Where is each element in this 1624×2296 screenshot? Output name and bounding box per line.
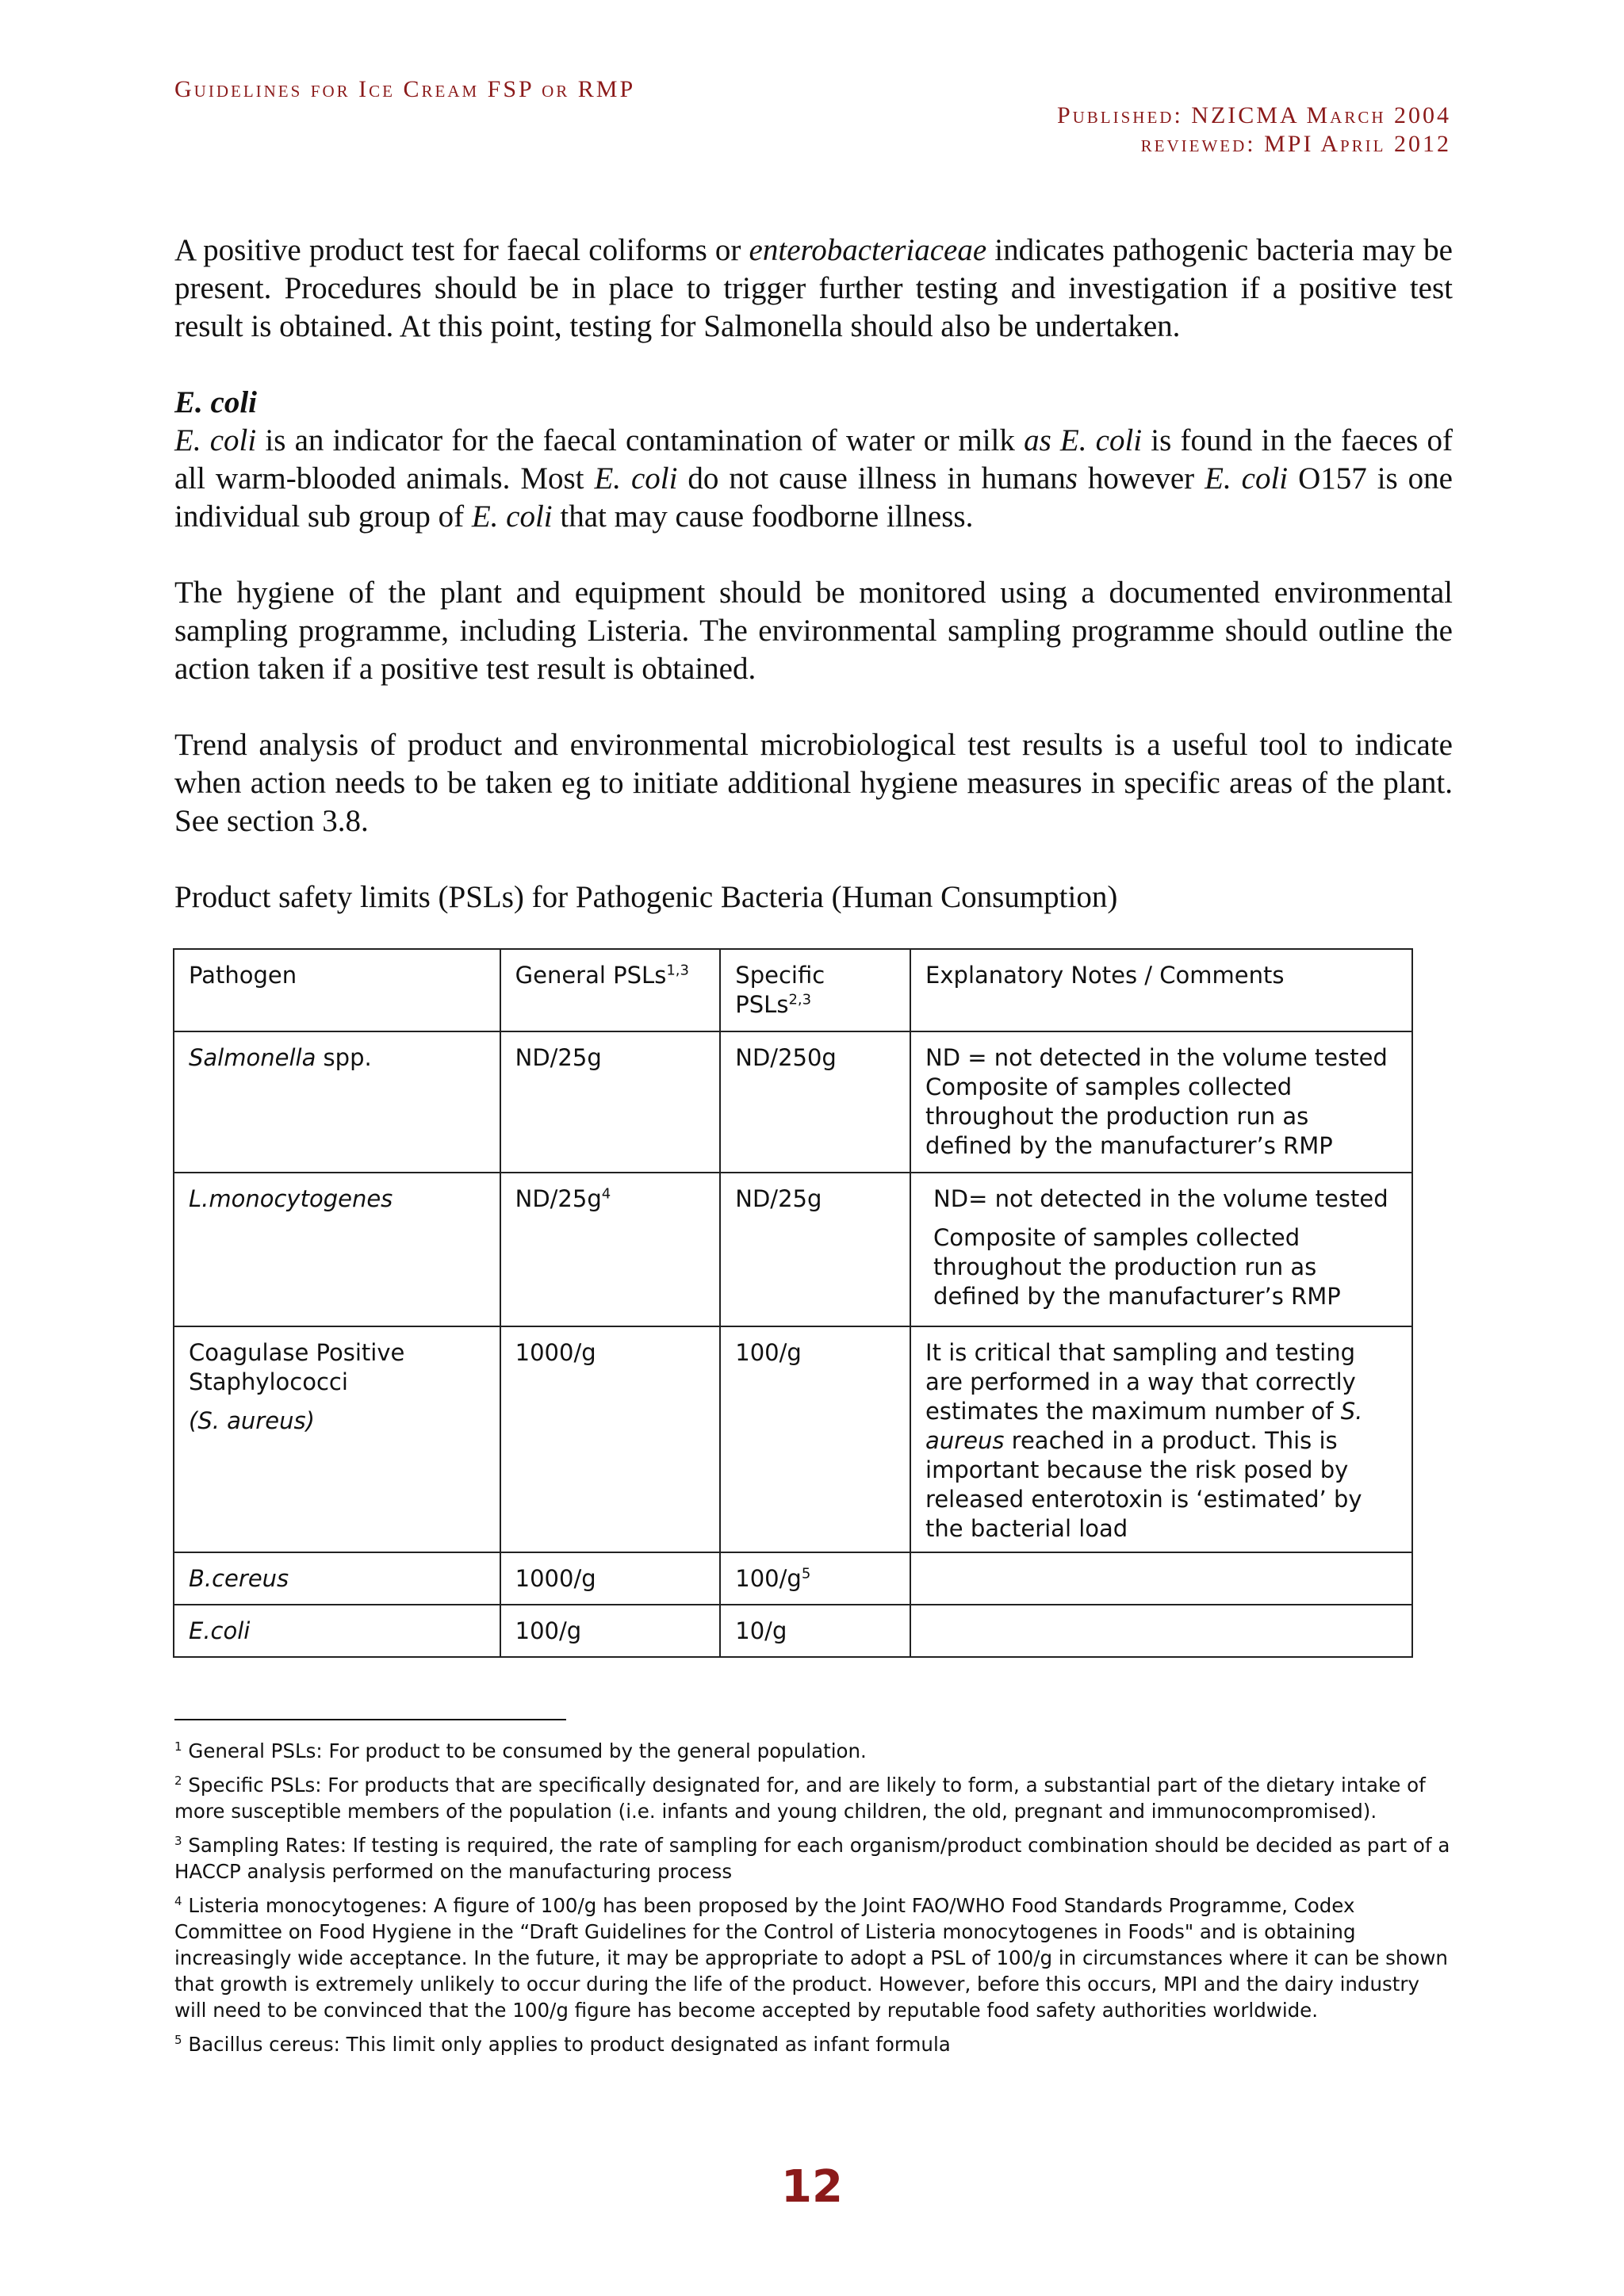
paragraph-coliforms: A positive product test for faecal coliforms or enterobacteriaceae indicates pathogenic bacteria may be present. Procedures should be in place to trigger further testing and investigation if a positive test result is obtained. At this point, testing for Salmonella should also be undertaken. (174, 233, 1453, 343)
footnote-1: $^1$ General PSLs: For product to be consumed by the general population. (174, 1739, 867, 1762)
header-notes: Explanatory Notes / Comments (910, 949, 1412, 1031)
cell-notes: ND = not detected in the volume tested Composite of samples collected throughout the production run as defined by the manufacturer’s RMP (910, 1031, 1412, 1173)
cell-pathogen: B.cereus (174, 1552, 500, 1605)
cell-notes: ND= not detected in the volume tested Composite of samples collected throughout the production run as defined by the manufacturer’s RMP (910, 1173, 1412, 1326)
section-heading-ecoli: E. coli (174, 385, 257, 419)
cell-notes (910, 1605, 1412, 1657)
header-pathogen: Pathogen (174, 949, 500, 1031)
footnote-3: $^3$ Sampling Rates: If testing is required, the rate of sampling for each organism/product combination should be decided as part of a HACCP analysis performed on the manufacturing process (174, 1833, 1450, 1883)
cell-general: 100/g (500, 1605, 721, 1657)
published-line: Published: NZICMA March 2004 (1056, 102, 1451, 128)
running-header-publication (1057, 101, 1451, 159)
cell-pathogen: Coagulase Positive Staphylococci (S. aureus) (174, 1326, 500, 1552)
table-row (174, 1552, 1412, 1605)
table-row (174, 1326, 1412, 1552)
paragraph-trend-analysis: Trend analysis of product and environmental microbiological test results is a useful tool to indicate when action needs to be taken eg to initiate additional hygiene measures in specific areas of the plant. See section 3.8. (174, 728, 1453, 838)
table-caption: Product safety limits (PSLs) for Pathogenic Bacteria (Human Consumption) (174, 880, 1118, 914)
cell-pathogen: E.coli (174, 1605, 500, 1657)
cell-general: ND/25g (500, 1031, 721, 1173)
header-specific-psls: Specific PSLs$^{2,3}$ (720, 949, 910, 1031)
cell-pathogen: L.monocytogenes (174, 1173, 500, 1326)
cell-notes (910, 1552, 1412, 1605)
paragraph-hygiene: The hygiene of the plant and equipment should be monitored using a documented environmental sampling programme, including Listeria. The environmental sampling programme should outline the action taken if a positive test result is obtained. (174, 576, 1453, 686)
body-text (174, 232, 1453, 916)
header-general-psls: General PSLs$^{1,3}$ (500, 949, 721, 1031)
cell-specific: ND/250g (720, 1031, 910, 1173)
table-header-row (174, 949, 1412, 1031)
cell-specific: 100/g$^5$ (720, 1552, 910, 1605)
reviewed-line: reviewed: MPI April 2012 (1140, 131, 1451, 157)
cell-notes: It is critical that sampling and testing are performed in a way that correctly estimates the maximum number of S. aureus reached in a product. This is important because the risk posed by released enterotoxin is ‘estimated’ by the bacterial load (910, 1326, 1412, 1552)
cell-general: ND/25g$^4$ (500, 1173, 721, 1326)
table-row (174, 1173, 1412, 1326)
cell-general: 1000/g (500, 1552, 721, 1605)
footnote-5: $^5$ Bacillus cereus: This limit only applies to product designated as infant formula (174, 2032, 951, 2056)
footnote-separator (174, 1719, 566, 1720)
paragraph-ecoli: E. coli is an indicator for the faecal contamination of water or milk as E. coli is found in the faeces of all warm-blooded animals. Most E. coli do not cause illness in humans however E. coli O157 is one individual sub group of E. coli that may cause foodborne illness. (174, 423, 1454, 534)
footnotes (174, 1738, 1453, 2065)
cell-specific: 100/g (720, 1326, 910, 1552)
cell-general: 1000/g (500, 1326, 721, 1552)
footnote-4: $^4$ Listeria monocytogenes: A figure of 100/g has been proposed by the Joint FAO/WHO Food Standards Programme, Codex Committee on Food Hygiene in the “Draft Guidelines for the Control of Listeria monocytogenes in Foods" and is obtaining increasingly wide acceptance. In the future, it may be appropriate to adopt a PSL of 100/g in circumstances where it can be shown that growth is extremely unlikely to occur during the life of the product. However, before this occurs, MPI and the dairy industry will need to be convinced that the 100/g figure has become accepted by reputable food safety authorities worldwide. (174, 1893, 1448, 2022)
table-row (174, 1031, 1412, 1173)
table-row (174, 1605, 1412, 1657)
cell-specific: 10/g (720, 1605, 910, 1657)
cell-specific: ND/25g (720, 1173, 910, 1326)
running-header-title: Guidelines for Ice Cream FSP or RMP (174, 76, 636, 102)
page-number: 12 (781, 2161, 843, 2213)
footnote-2: $^2$ Specific PSLs: For products that are specifically designated for, and are likely to form, a substantial part of the dietary intake of more susceptible members of the population (i.e. infants and young children, the old, pregnant and immunocompromised). (174, 1773, 1426, 1823)
psl-table (173, 948, 1413, 1658)
cell-pathogen: Salmonella spp. (174, 1031, 500, 1173)
